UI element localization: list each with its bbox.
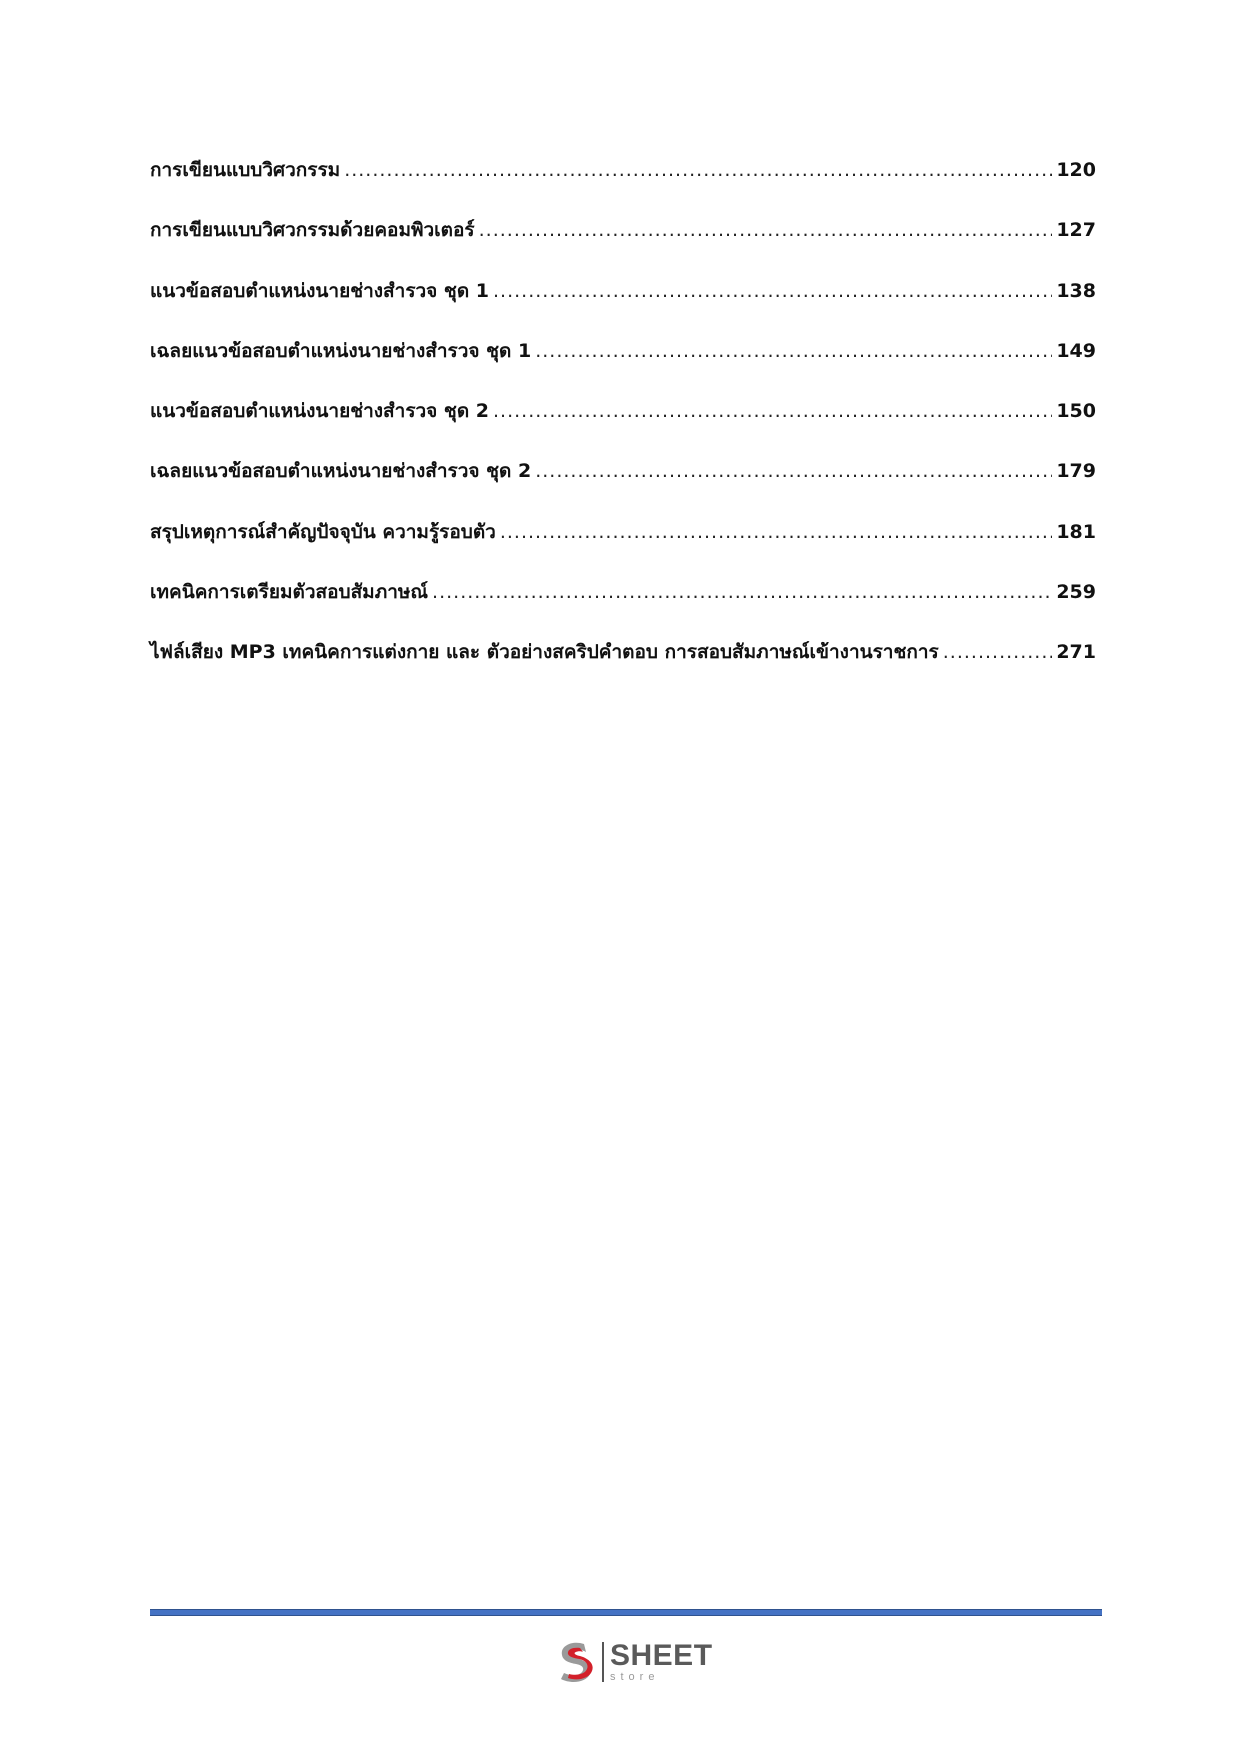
toc-dot-leader — [535, 453, 1052, 489]
toc-entry-page: 181 — [1056, 520, 1096, 543]
toc-dot-leader — [500, 514, 1052, 550]
toc-entry-page: 120 — [1056, 159, 1096, 181]
toc-entry-page: 259 — [1056, 581, 1096, 604]
sheet-store-s-logo-icon — [554, 1638, 598, 1686]
toc-entry-page: 138 — [1056, 279, 1096, 302]
toc-entry-page: 179 — [1056, 460, 1096, 483]
toc-entry-title: แนวข้อสอบตำแหน่งนายช่างสำรวจ ชุด 2 — [150, 400, 490, 423]
toc-entry-page: 149 — [1056, 339, 1096, 362]
toc-entry-page: 150 — [1056, 400, 1096, 423]
toc-entry[interactable] — [150, 453, 1096, 513]
toc-dot-leader — [344, 152, 1052, 188]
logo-wordmark: SHEET — [610, 1639, 713, 1672]
toc-entry-page: 271 — [1056, 641, 1096, 664]
logo-divider — [602, 1642, 604, 1682]
sheet-store-logo — [554, 1636, 713, 1688]
toc-entry-title: แนวข้อสอบตำแหน่งนายช่างสำรวจ ชุด 1 — [150, 279, 490, 302]
logo-text — [610, 1641, 713, 1683]
toc-entry[interactable] — [150, 514, 1096, 574]
toc-dot-leader — [943, 634, 1053, 670]
toc-entry-title: เฉลยแนวข้อสอบตำแหน่งนายช่างสำรวจ ชุด 1 — [150, 339, 532, 362]
toc-entry-title: การเขียนแบบวิศวกรรม — [150, 159, 341, 181]
toc-entry-title: สรุปเหตุการณ์สำคัญปัจจุบัน ความรู้รอบตัว — [150, 520, 496, 543]
toc-entry[interactable] — [150, 273, 1096, 333]
toc-entry-title: เทคนิคการเตรียมตัวสอบสัมภาษณ์ — [150, 581, 429, 604]
table-of-contents — [150, 152, 1096, 695]
logo-subtext: store — [610, 1671, 660, 1683]
footer-divider — [150, 1609, 1102, 1616]
toc-entry-title: ไฟล์เสียง MP3 เทคนิคการแต่งกาย และ ตัวอย่างสคริปคำตอบ การสอบสัมภาษณ์เข้างานราชการ — [150, 641, 939, 664]
toc-entry[interactable] — [150, 333, 1096, 393]
toc-dot-leader — [432, 574, 1052, 610]
toc-entry[interactable] — [150, 634, 1096, 694]
toc-entry-title: เฉลยแนวข้อสอบตำแหน่งนายช่างสำรวจ ชุด 2 — [150, 460, 532, 483]
toc-entry[interactable] — [150, 152, 1096, 212]
toc-entry[interactable] — [150, 212, 1096, 272]
toc-entry-title: การเขียนแบบวิศวกรรมด้วยคอมพิวเตอร์ — [150, 219, 475, 242]
toc-entry-page: 127 — [1056, 219, 1096, 242]
toc-dot-leader — [493, 273, 1052, 309]
toc-dot-leader — [479, 212, 1053, 248]
toc-dot-leader — [535, 333, 1052, 369]
toc-dot-leader — [493, 393, 1052, 429]
toc-entry[interactable] — [150, 393, 1096, 453]
toc-entry[interactable] — [150, 574, 1096, 634]
